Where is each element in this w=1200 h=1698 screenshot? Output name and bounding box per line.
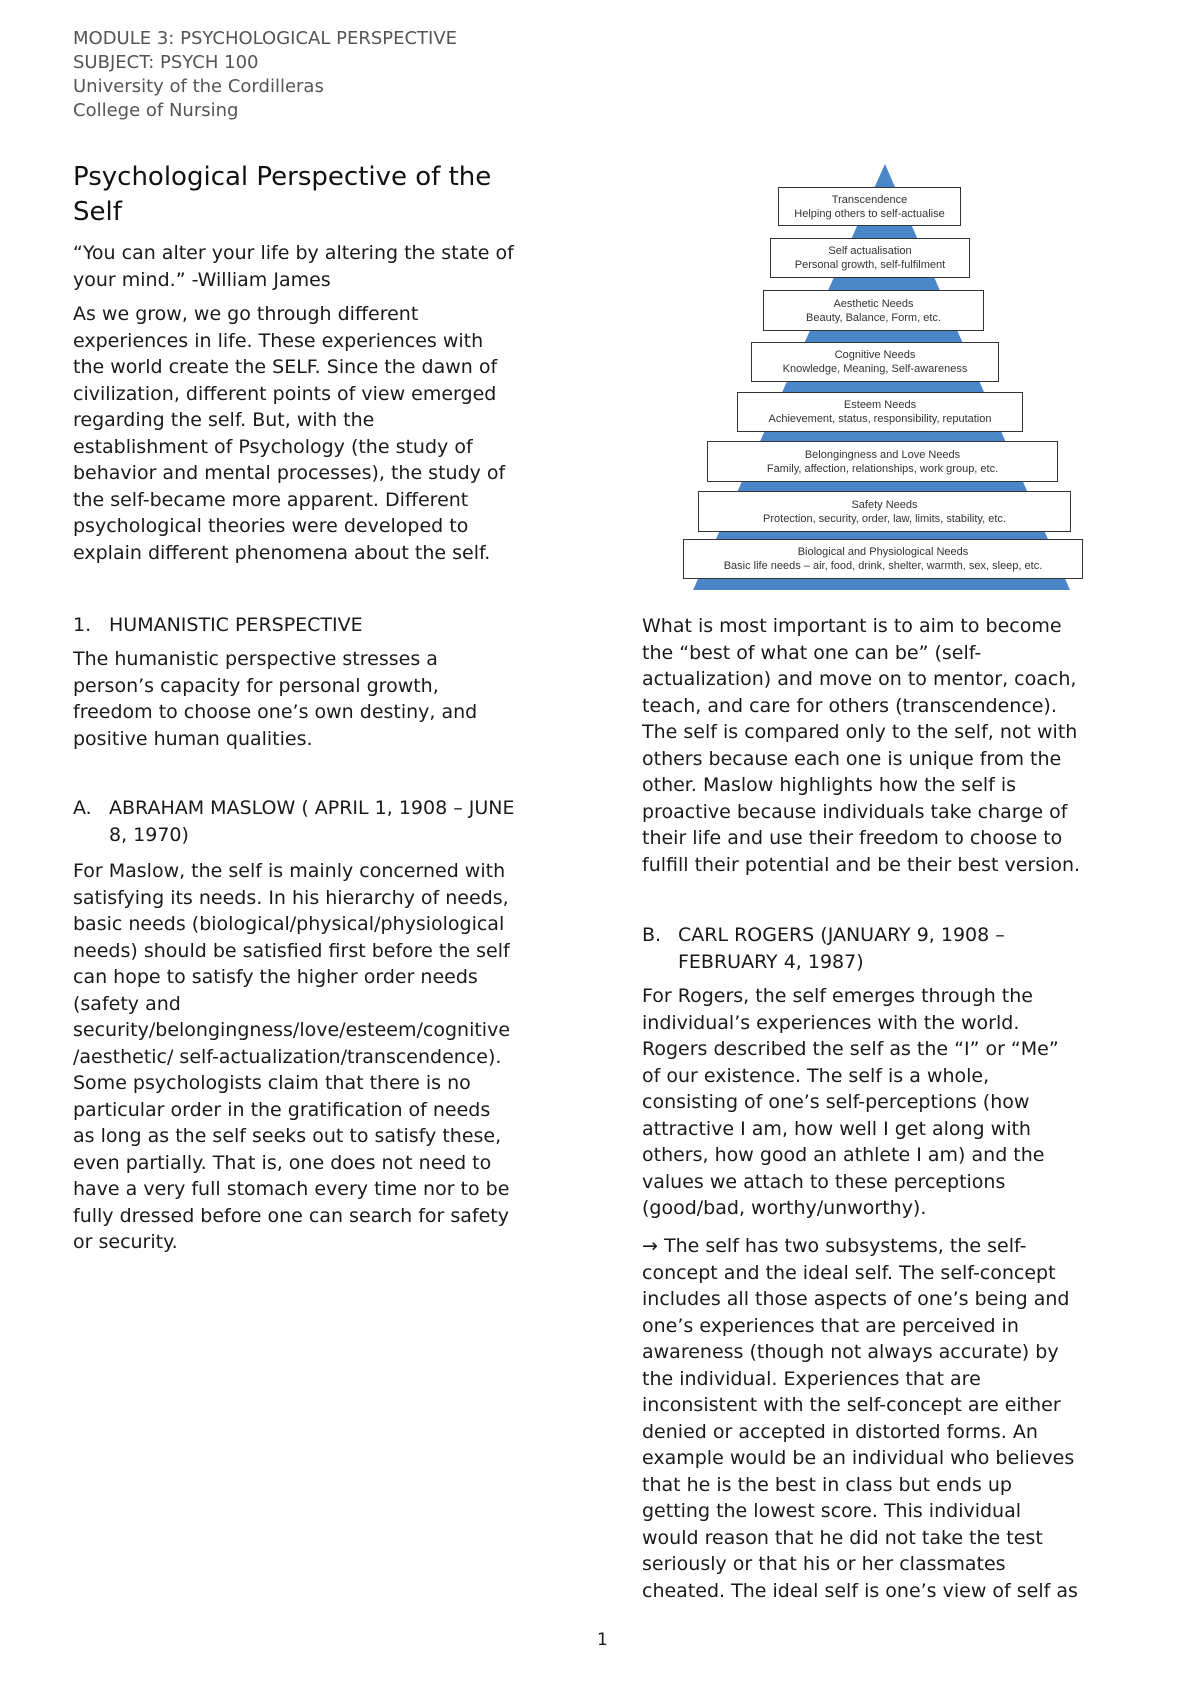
pyramid-level	[683, 539, 1083, 579]
paragraph-line: Rogers described the self as the “I” or “Me”	[642, 1038, 1059, 1060]
paragraph-line: civilization, different points of view emerged	[73, 382, 497, 405]
paragraph-line: others because each one is unique from the	[642, 747, 1062, 770]
paragraph-line: fulfill their potential and be their best version.	[642, 853, 1081, 876]
paragraph-line: individual’s experiences with the world.	[642, 1011, 1020, 1034]
paragraph-line: behavior and mental processes), the study of	[73, 462, 506, 484]
section-heading-maslow	[73, 795, 573, 848]
paragraph-line: can hope to satisfy the higher order needs	[73, 966, 478, 988]
paragraph-line: their life and use their freedom to choose to	[642, 827, 1063, 849]
pyramid-level	[698, 491, 1071, 532]
paragraph-line: proactive because individuals take charge of	[642, 800, 1068, 823]
paragraph-line: person’s capacity for personal growth,	[73, 674, 439, 697]
section-label: FEBRUARY 4, 1987)	[678, 950, 864, 973]
pyramid-level	[763, 290, 984, 331]
title-line: Self	[73, 197, 122, 227]
paragraph-line: denied or accepted in distorted forms. An	[642, 1420, 1038, 1443]
paragraph-line: The self has two subsystems, the self-	[657, 1235, 1027, 1257]
maslow-hierarchy-pyramid	[0, 0, 1200, 620]
paragraph-line: concept and the ideal self. The self-concept	[642, 1261, 1056, 1284]
paragraph-line: teach, and care for others (transcendence).	[642, 694, 1057, 717]
rogers-paragraph	[642, 983, 1059, 1222]
paragraph-line: (good/bad, worthy/unworthy).	[642, 1197, 927, 1219]
paragraph-line: the self-became more apparent. Different	[73, 488, 469, 511]
humanistic-paragraph	[73, 646, 477, 752]
paragraph-line: have a very full stomach every time nor to be	[73, 1178, 510, 1200]
paragraph-line: awareness (though not always accurate) by	[642, 1341, 1059, 1363]
pyramid-level-description: Achievement, status, responsibility, reputation	[768, 413, 992, 425]
subsystems-paragraph	[642, 1233, 1078, 1604]
pyramid-level-description: Protection, security, order, law, limits, stability, etc.	[763, 512, 1006, 525]
pyramid-level	[778, 187, 961, 226]
section-label: CARL ROGERS (JANUARY 9, 1908 –	[678, 924, 1005, 946]
paragraph-line: getting the lowest score. This individual	[642, 1500, 1022, 1522]
section-number: A.	[73, 797, 92, 819]
paragraph-line: that he is the best in class but ends up	[642, 1473, 1012, 1496]
pyramid-level-description: Knowledge, Meaning, Self-awareness	[782, 363, 968, 375]
paragraph-line: includes all those aspects of one’s being and	[642, 1288, 1070, 1310]
maslow-paragraph	[73, 858, 510, 1256]
pyramid-level-description: Family, affection, relationships, work group, etc.	[766, 462, 999, 475]
header-line: University of the Cordilleras	[73, 76, 324, 97]
section-label: ABRAHAM MASLOW ( APRIL 1, 1908 – JUNE	[109, 797, 515, 819]
paragraph-line: particular order in the gratification of needs	[73, 1098, 491, 1121]
paragraph-line: one’s experiences that are perceived in	[642, 1314, 1019, 1337]
paragraph-line: actualization) and move on to mentor, coach,	[642, 668, 1077, 690]
title-line: Psychological Perspective of the	[73, 162, 492, 192]
paragraph-line: What is most important is to aim to become	[642, 615, 1062, 637]
paragraph-line: cheated. The ideal self is one’s view of self as	[642, 1579, 1078, 1602]
pyramid-level-title: Esteem Needs	[843, 399, 917, 411]
section-label: 8, 1970)	[109, 823, 189, 846]
paragraph-line: the world create the SELF. Since the dawn of	[73, 356, 498, 378]
pyramid-level-title: Belongingness and Love Needs	[804, 448, 961, 461]
pyramid-level-description: Helping others to self-actualise	[794, 207, 945, 220]
paragraph-line: (safety and	[73, 992, 181, 1015]
pyramid-level-description: Basic life needs – air, food, drink, shelter, warmth, sex, sleep, etc.	[723, 560, 1043, 572]
page-number: 1	[597, 1630, 608, 1650]
paragraph-line: inconsistent with the self-concept are either	[642, 1394, 1061, 1416]
paragraph-line: The self is compared only to the self, not with	[642, 721, 1078, 743]
paragraph-line: For Rogers, the self emerges through the	[642, 985, 1033, 1007]
paragraph-line: establishment of Psychology (the study of	[73, 435, 473, 458]
paragraph-line: /aesthetic/ self-actualization/transcendence).	[73, 1045, 502, 1068]
paragraph-line: basic needs (biological/physical/physiological	[73, 913, 505, 935]
maslow-continued-paragraph	[642, 613, 1080, 878]
paragraph-line: attractive I am, how well I get along with	[642, 1117, 1031, 1140]
paragraph-line: For Maslow, the self is mainly concerned with	[73, 860, 506, 882]
paragraph-line: satisfying its needs. In his hierarchy of needs,	[73, 886, 509, 909]
paragraph-line: seriously or that his or her classmates	[642, 1553, 1006, 1575]
pyramid-level-title: Safety Needs	[851, 498, 918, 511]
paragraph-line: the individual. Experiences that are	[642, 1367, 981, 1390]
paragraph-line: positive human qualities.	[73, 727, 313, 750]
paragraph-line: the “best of what one can be” (self-	[642, 641, 982, 664]
paragraph-line: fully dressed before one can search for safety	[73, 1204, 509, 1227]
header-line: College of Nursing	[73, 100, 239, 121]
pyramid-level	[707, 441, 1058, 482]
paragraph-line: freedom to choose one’s own destiny, and	[73, 701, 478, 723]
pyramid-level-title: Biological and Physiological Needs	[797, 546, 969, 558]
paragraph-line: example would be an individual who believes	[642, 1447, 1075, 1469]
paragraph-line: experiences in life. These experiences with	[73, 329, 484, 352]
quote-line: your mind.” -William James	[73, 268, 331, 291]
pyramid-level	[751, 342, 999, 382]
arrow-icon: →	[642, 1235, 658, 1257]
paragraph-line: other. Maslow highlights how the self is	[642, 774, 1017, 796]
paragraph-line: consisting of one’s self-perceptions (how	[642, 1091, 1030, 1113]
paragraph-line: Some psychologists claim that there is no	[73, 1072, 471, 1094]
paragraph-line: as long as the self seeks out to satisfy these,	[73, 1125, 502, 1147]
section-heading-rogers	[642, 922, 1142, 975]
section-label: HUMANISTIC PERSPECTIVE	[109, 614, 363, 636]
paragraph-line: security/belongingness/love/esteem/cognitive	[73, 1019, 511, 1041]
paragraph-line: As we grow, we go through different	[73, 303, 419, 325]
paragraph-line: of our existence. The self is a whole,	[642, 1064, 990, 1087]
section-number: 1.	[73, 614, 92, 636]
paragraph-line: explain different phenomena about the self.	[73, 541, 491, 564]
header-line: MODULE 3: PSYCHOLOGICAL PERSPECTIVE	[73, 28, 458, 49]
paragraph-line: regarding the self. But, with the	[73, 409, 375, 431]
pyramid-level-title: Self actualisation	[828, 245, 912, 257]
pyramid-level-description: Personal growth, self-fulfilment	[794, 259, 946, 271]
paragraph-line: others, how good an athlete I am) and the	[642, 1144, 1045, 1166]
pyramid-level-description: Beauty, Balance, Form, etc.	[806, 311, 941, 324]
paragraph-line: would reason that he did not take the test	[642, 1526, 1043, 1549]
paragraph-line: values we attach to these perceptions	[642, 1170, 1006, 1193]
paragraph-line: or security.	[73, 1231, 178, 1253]
quote-line: “You can alter your life by altering the state of	[73, 242, 514, 264]
paragraph-line: psychological theories were developed to	[73, 515, 469, 537]
pyramid-level-title: Transcendence	[831, 193, 908, 206]
header-line: SUBJECT: PSYCH 100	[73, 52, 259, 73]
section-number: B.	[642, 924, 662, 946]
pyramid-level	[770, 238, 970, 278]
paragraph-line: even partially. That is, one does not need to	[73, 1151, 492, 1174]
pyramid-level-title: Cognitive Needs	[834, 349, 916, 361]
paragraph-line: The humanistic perspective stresses a	[73, 648, 438, 670]
paragraph-line: needs) should be satisfied first before the self	[73, 939, 510, 962]
pyramid-level	[737, 392, 1023, 432]
pyramid-level-title: Aesthetic Needs	[833, 297, 914, 310]
